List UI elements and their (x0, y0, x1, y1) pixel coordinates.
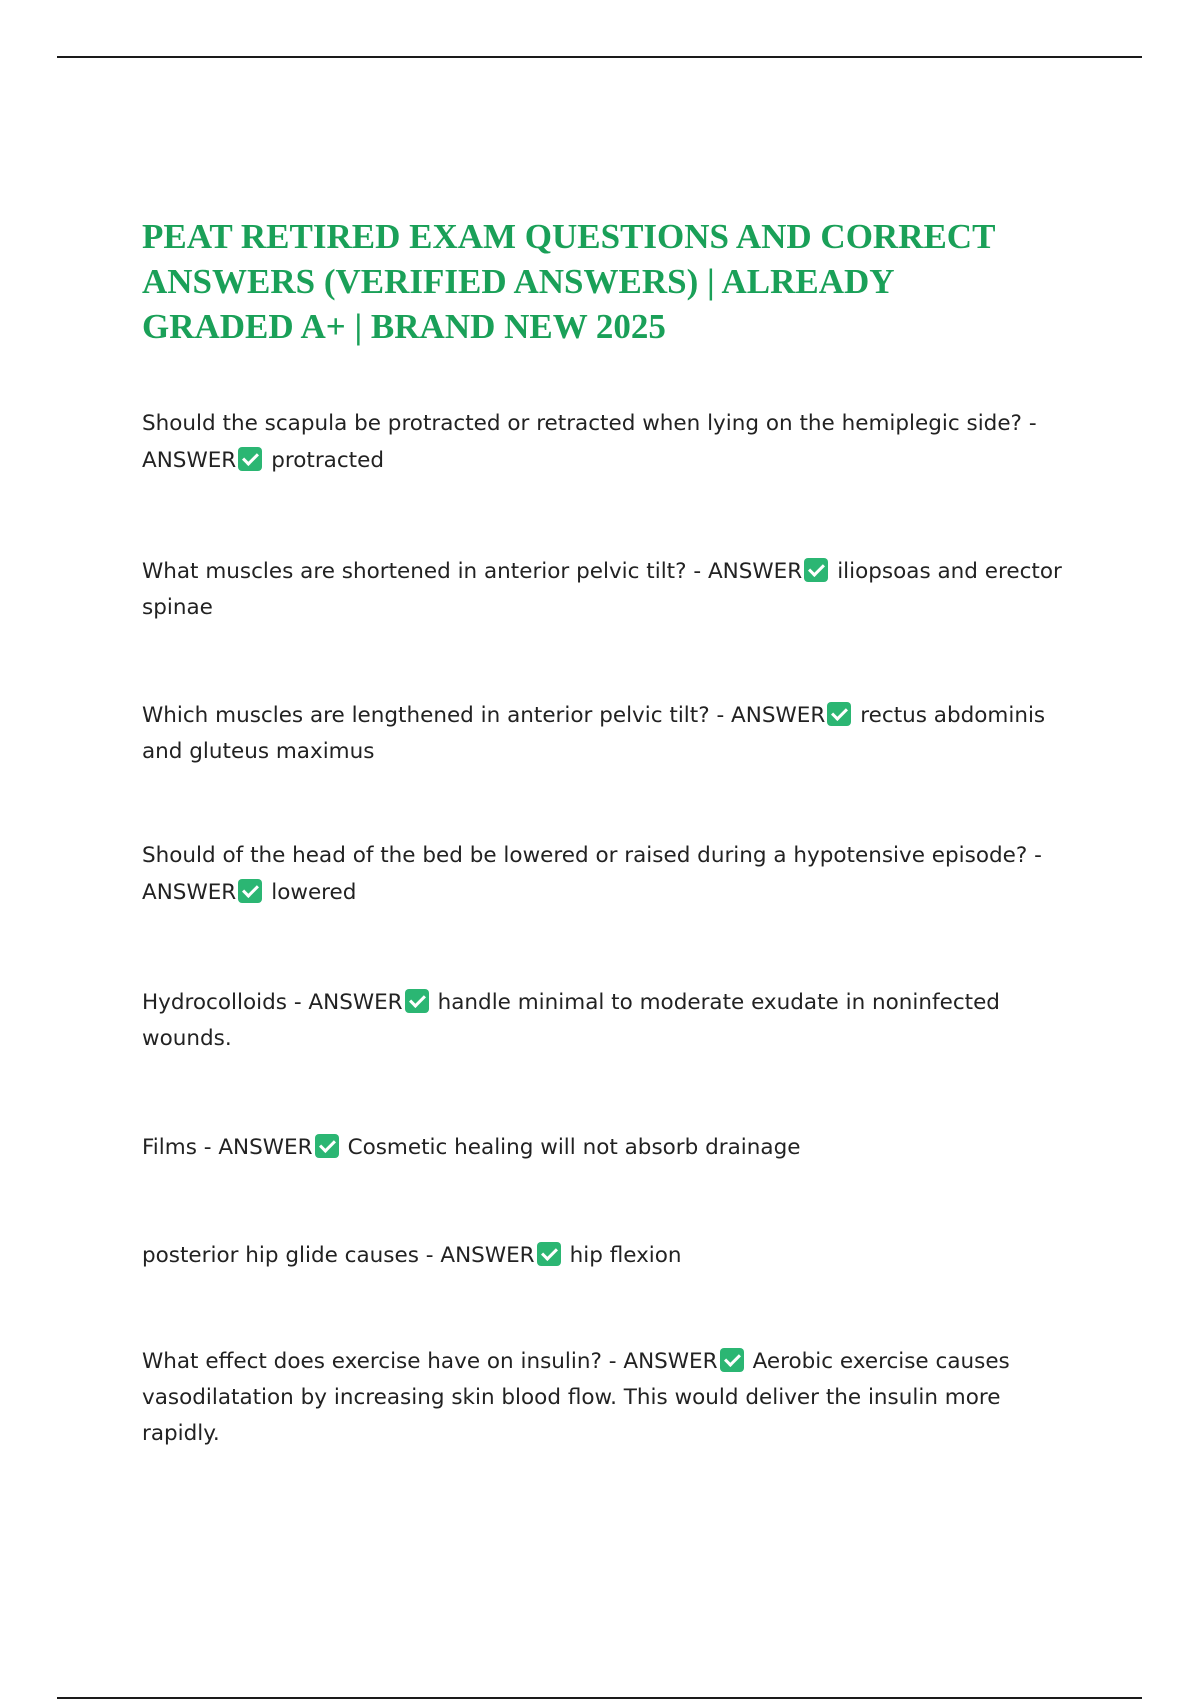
question-text: What muscles are shortened in anterior pelvic tilt? (142, 559, 687, 584)
top-rule (57, 56, 1142, 58)
answer-text: handle minimal to moderate exudate in noninfected wounds. (142, 990, 1000, 1051)
check-mark-icon (720, 1348, 744, 1372)
question-text: Should of the head of the bed be lowered or raised during a hypotensive episode? (142, 843, 1028, 868)
answer-text: iliopsoas and erector spinae (142, 559, 1062, 620)
question-text: Films (142, 1135, 197, 1160)
qa-item (142, 1237, 1082, 1274)
qa-item (142, 698, 1082, 770)
check-mark-icon (537, 1242, 561, 1266)
check-mark-icon (804, 558, 828, 582)
answer-marker: - ANSWER (693, 559, 803, 584)
answer-text: lowered (271, 880, 357, 905)
answer-text: rectus abdominis and gluteus maximus (142, 703, 1046, 764)
check-mark-icon (315, 1134, 339, 1158)
answer-marker: - ANSWER (608, 1349, 718, 1374)
answer-marker: - ANSWER (425, 1243, 535, 1268)
answer-marker: - ANSWER (142, 843, 1042, 905)
question-text: Should the scapula be protracted or retracted when lying on the hemiplegic side? (142, 411, 1022, 436)
answer-marker: - ANSWER (293, 990, 403, 1015)
qa-item (142, 405, 1082, 479)
qa-item (142, 1129, 1082, 1166)
qa-item (142, 554, 1082, 626)
answer-marker: - ANSWER (203, 1135, 313, 1160)
document-title: PEAT RETIRED EXAM QUESTIONS AND CORRECT ANSWERS (VERIFIED ANSWERS) | ALREADY GRADED A+ | BRAND NEW 2025 (142, 217, 995, 346)
check-mark-icon (405, 989, 429, 1013)
qa-item (142, 1344, 1082, 1452)
qa-item (142, 985, 1082, 1057)
answer-text: Cosmetic healing will not absorb drainage (347, 1135, 801, 1160)
check-mark-icon (238, 447, 262, 471)
answer-marker: - ANSWER (142, 411, 1037, 473)
qa-item (142, 837, 1082, 911)
question-text: Hydrocolloids (142, 990, 287, 1015)
question-text: Which muscles are lengthened in anterior pelvic tilt? (142, 703, 710, 728)
question-text: posterior hip glide causes (142, 1243, 419, 1268)
answer-text: Aerobic exercise causes vasodilatation by increasing skin blood flow. This would deliver the insulin more rapidly. (142, 1349, 1010, 1446)
answer-text: protracted (271, 448, 384, 473)
bottom-rule (57, 1697, 1142, 1699)
question-text: What effect does exercise have on insulin? (142, 1349, 602, 1374)
check-mark-icon (238, 879, 262, 903)
answer-marker: - ANSWER (716, 703, 826, 728)
check-mark-icon (827, 702, 851, 726)
answer-text: hip flexion (569, 1243, 682, 1268)
